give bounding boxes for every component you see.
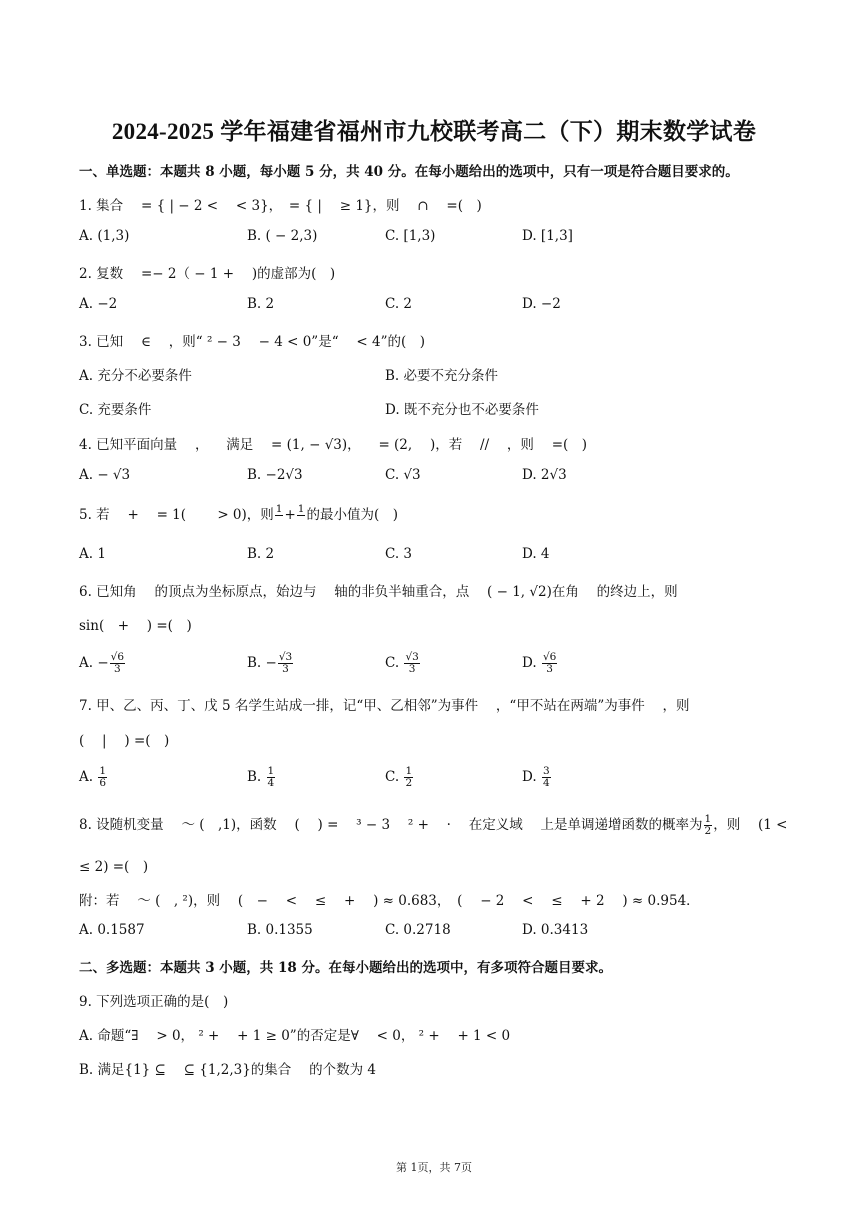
fraction-numerator: 1: [99, 765, 107, 777]
fraction-denominator: 3: [114, 663, 121, 675]
fraction-numerator: 1: [275, 503, 283, 515]
question-7-stem-line2: ( | ) =( ): [79, 733, 170, 749]
option-c: [385, 766, 414, 789]
fraction-1-over-b: [297, 504, 306, 527]
fraction-denominator: 3: [408, 663, 416, 675]
option-letter: D.: [522, 655, 541, 671]
option-d: D. 0.3413: [522, 922, 589, 938]
option-fraction: [404, 766, 413, 789]
option-a: A. (1,3): [79, 228, 130, 244]
question-6-stem: 6. 已知角 的顶点为坐标原点，始边与 轴的非负半轴重合，点 ( − 1, √2)在角 的终边上，则: [79, 584, 678, 600]
question-6-stem-line2: sin( + ) =( ): [79, 618, 192, 634]
fraction-denominator: 4: [267, 777, 275, 789]
option-d: [522, 766, 552, 789]
option-c: C. √3: [385, 467, 421, 483]
option-b: B. 必要不充分条件: [385, 368, 499, 384]
option-b: [247, 766, 276, 789]
option-c: C. 0.2718: [385, 922, 451, 938]
question-5-stem: 5. 若 + = 1( > 0)，则 1 + 1 的最小值为( ): [79, 503, 398, 527]
option-a: [79, 652, 126, 675]
option-b: [247, 652, 294, 675]
question-5-options: [0, 546, 868, 566]
question-2-options: [0, 296, 868, 316]
option-d: D. 既不充分也不必要条件: [385, 402, 539, 418]
fraction-numerator: 1: [267, 765, 275, 777]
option-b: B. 2: [247, 546, 275, 562]
fraction-denominator: 6: [99, 777, 107, 789]
option-fraction: [267, 766, 276, 789]
fraction-denominator: 3: [546, 663, 553, 675]
option-c: C. 充要条件: [79, 402, 152, 418]
question-5-stem-start: 5. 若 + = 1( > 0)，则: [79, 507, 274, 523]
fraction-denominator: 4: [542, 777, 550, 789]
fraction-denominator: 2: [704, 825, 712, 837]
exam-title: 2024-2025 学年福建省福州市九校联考高二（下）期末数学试卷: [111, 119, 757, 144]
question-5-stem-end: 的最小值为( ): [306, 507, 399, 523]
question-3-options-row1: [0, 364, 868, 384]
section-multiple-choice-header: 二、多选题：本题共 3 小题，共 18 分。在每小题给出的选项中，有多项符合题目要求。: [79, 960, 612, 976]
question-6-options: [0, 651, 868, 675]
option-fraction: [278, 652, 293, 675]
option-a: A. 充分不必要条件: [79, 368, 192, 384]
option-c: [385, 652, 421, 675]
question-9-stem: 9. 下列选项正确的是( ): [79, 994, 229, 1010]
option-d: [522, 652, 558, 675]
question-3-stem: 3. 已知 ∈ ，则“ ² − 3 − 4 < 0”是“ < 4”的( ): [79, 334, 426, 350]
option-d: D. 2√3: [522, 467, 567, 483]
fraction-denominator: [297, 516, 306, 527]
option-letter: B. −: [247, 655, 277, 671]
question-7-options: [0, 765, 868, 789]
page-footer: 第 1页，共 7页: [396, 1161, 472, 1174]
option-letter: A.: [79, 769, 98, 785]
question-1-stem: 1. 集合 = { | − 2 < < 3}， = { | ≥ 1}，则 ∩ =( ): [79, 198, 482, 214]
fraction-numerator: √6: [542, 651, 557, 663]
option-fraction: [542, 652, 557, 675]
question-1-options: [0, 228, 868, 248]
question-9-option-b: B. 满足{1} ⊆ ⊆ {1,2,3}的集合 的个数为 4: [79, 1062, 376, 1078]
option-letter: C.: [385, 769, 404, 785]
option-letter: D.: [522, 769, 541, 785]
fraction-denominator: 3: [282, 663, 289, 675]
option-d: D. [1,3]: [522, 228, 573, 244]
fraction-one-half: [704, 814, 713, 837]
section-single-choice-header: 一、单选题：本题共 8 小题，每小题 5 分，共 40 分。在每小题给出的选项中，只有一项是符合题目要求的。: [79, 164, 739, 180]
option-b: B. 2: [247, 296, 275, 312]
option-fraction: [404, 652, 419, 675]
option-a: [79, 766, 108, 789]
fraction-numerator: 1: [297, 503, 305, 515]
question-7-stem: 7. 甲、乙、丙、丁、戊 5 名学生站成一排，记“甲、乙相邻”为事件 ，“甲不站在两端”为事件 ，则: [79, 698, 690, 714]
question-2-stem: 2. 复数 =− 2（ − 1 + )的虚部为( ): [79, 266, 336, 282]
option-a: A. −2: [79, 296, 118, 312]
option-d: D. 4: [522, 546, 550, 562]
question-8-stem-end: ，则 (1 <: [713, 817, 788, 833]
option-fraction: [98, 766, 107, 789]
fraction-numerator: √3: [278, 651, 293, 663]
question-4-stem: 4. 已知平面向量 ， 满足 = (1, − √3)， = (2, )，若 // ，则 =( ): [79, 437, 588, 453]
option-fraction: [110, 652, 125, 675]
option-b: B. 0.1355: [247, 922, 313, 938]
fraction-denominator: [275, 516, 284, 527]
option-c: C. [1,3): [385, 228, 436, 244]
question-8-appendix-note: 附：若 ～ ( , ²)，则 ( − < ≤ + ) ≈ 0.683， ( − 2 < ≤ + 2 ) ≈ 0.954．: [79, 893, 700, 909]
question-9-option-a: A. 命题“∃ > 0， ² + + 1 ≥ 0”的否定是∀ < 0， ² + + 1 < 0: [79, 1028, 511, 1044]
option-c: C. 3: [385, 546, 413, 562]
fraction-1-over-a: [275, 504, 284, 527]
option-b: B. ( − 2,3): [247, 228, 318, 244]
option-d: D. −2: [522, 296, 561, 312]
question-8-stem-start: 8. 设随机变量 ～ ( ,1)，函数 ( ) = ³ − 3 ² + · 在定义域 上是单调递增函数的概率为: [79, 817, 703, 833]
fraction-numerator: 1: [704, 813, 712, 825]
fraction-numerator: √6: [110, 651, 125, 663]
fraction-numerator: 1: [405, 765, 413, 777]
option-a: A. − √3: [79, 467, 131, 483]
option-letter: A. −: [79, 655, 109, 671]
option-a: A. 0.1587: [79, 922, 145, 938]
question-8-options: [0, 922, 868, 942]
option-c: C. 2: [385, 296, 413, 312]
option-letter: C.: [385, 655, 404, 671]
option-letter: B.: [247, 769, 266, 785]
question-8-stem: [79, 813, 787, 837]
question-3-options-row2: [0, 398, 868, 418]
option-a: A. 1: [79, 546, 106, 562]
option-fraction: [542, 766, 551, 789]
question-8-stem-line2: ≤ 2) =( ): [79, 859, 149, 875]
option-b: B. −2√3: [247, 467, 303, 483]
fraction-denominator: 2: [405, 777, 413, 789]
fraction-numerator: 3: [542, 765, 550, 777]
question-4-options: [0, 467, 868, 487]
fraction-numerator: √3: [405, 651, 419, 663]
